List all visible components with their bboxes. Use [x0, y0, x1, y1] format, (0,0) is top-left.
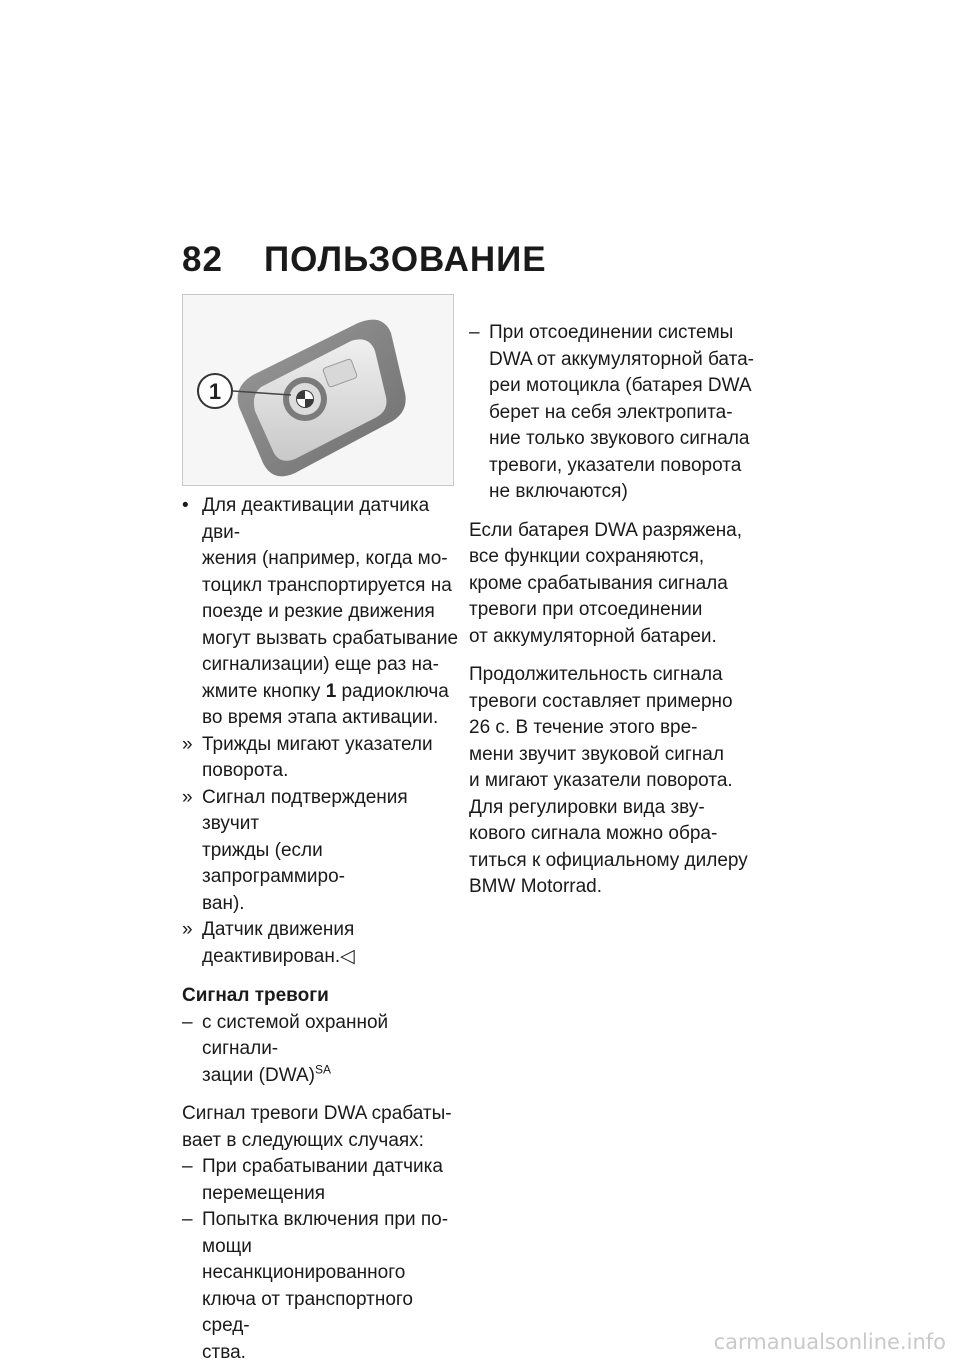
key-fob-illustration	[183, 295, 453, 485]
callout-ref-1: 1	[325, 680, 337, 702]
alarm-case-unauthorized-key: – Попытка включения при по- мощи несанкционированного ключа от транспортного сред- ства.	[182, 1209, 449, 1363]
page-number: 82	[182, 240, 223, 279]
figure-callout-1: 1	[208, 379, 222, 404]
page-title: ПОЛЬЗОВАНИЕ	[264, 240, 547, 279]
special-equipment-badge: SA	[314, 1062, 331, 1077]
result-turn-signals: » Трижды мигают указатели поворота.	[182, 733, 433, 781]
battery-discharged-paragraph: Если батарея DWA разряжена, все функции сохраняются, кроме срабатывания сигнала тревоги при отсоединении от аккумуляторной батареи.	[469, 519, 743, 647]
alarm-duration-paragraph: Продолжительность сигнала тревоги составляет примерно 26 с. В течение этого вре- мени звучит звуковой сигнал и мигают указатели поворота. Для регулировки вида зву- кового сигнала можно обра- титься к официальному дилеру BMW Motorrad.	[469, 664, 748, 897]
alarm-case-battery-disconnect: – При отсоединении системы DWA от аккумуляторной бата- реи мотоцикла (батарея DWA берет на себя электропита- ние только звукового сигнала тревоги, указатели поворота не включаются)	[469, 322, 754, 502]
alarm-case-motion: – При срабатывании датчика перемещения	[182, 1156, 443, 1204]
page-header	[182, 240, 547, 280]
left-column	[182, 493, 460, 1366]
section-heading-alarm: Сигнал тревоги	[182, 985, 329, 1006]
key-fob-figure	[182, 294, 454, 486]
result-sensor-deactivated: » Датчик движения деактивирован.◁	[182, 919, 355, 967]
bullet-deactivate-sensor: • Для деактивации датчика дви- жения (например, когда мо- тоцикл транспортируется на поезде и резкие движения могут вызвать срабатывание сигнализации) еще раз на- жмите кнопку 1 радиоключа во время этапа активации.	[182, 495, 459, 728]
end-of-section-icon: ◁	[340, 945, 355, 967]
feature-dwa: – с системой охранной сигнали- зации (DWA)$^{SA}$	[182, 1011, 389, 1086]
watermark: carmanualsonline.info	[713, 1330, 946, 1354]
bullet-mark: •	[182, 495, 189, 516]
alarm-intro-paragraph: Сигнал тревоги DWA срабаты- вает в следующих случаях:	[182, 1103, 452, 1151]
result-confirmation-sound: » Сигнал подтверждения звучит трижды (если запрограммиро- ван).	[182, 786, 408, 914]
right-column	[469, 320, 759, 901]
